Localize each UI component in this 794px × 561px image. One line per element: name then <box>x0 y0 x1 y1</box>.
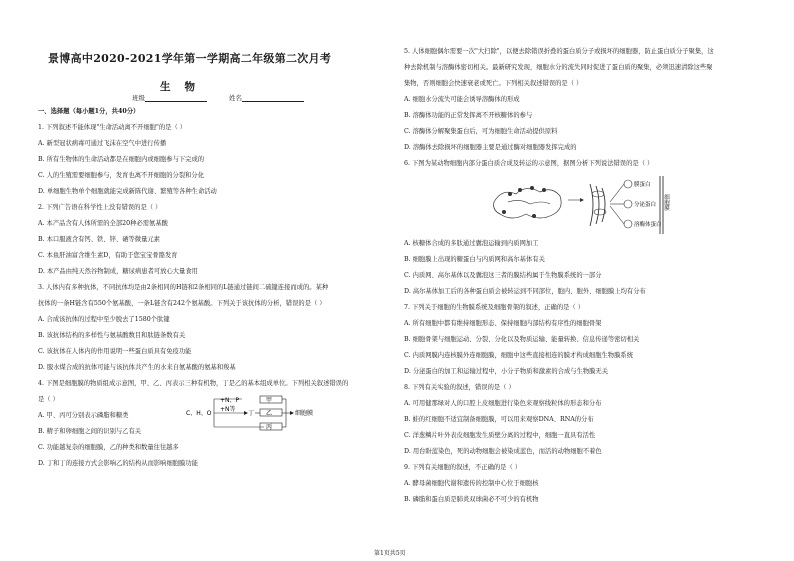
q6-protein-transport-diagram <box>490 172 680 238</box>
q4-ding: 丁 <box>248 410 255 417</box>
class-blank <box>145 94 207 102</box>
q4-stem-line1: 4. 下图是细胞膜的物质组成示意图，甲、乙、丙表示三种有机物，丁是乙的基本组成单位。下列相关叙述错误的 <box>38 380 349 387</box>
name-blank <box>242 94 304 102</box>
membrane-protein-label: 膜蛋白 <box>634 182 651 188</box>
q5-option-b: B. 溶酶体功能的正常发挥离不开核糖体的参与 <box>404 112 533 119</box>
q3-stem-line1: 3. 人体内有多种抗体，不同抗体均是由2条相同的H链和2条相同的L链通过链间二硫键连接而成的。某种 <box>38 284 329 291</box>
q4-yi: 乙 <box>266 410 273 417</box>
exam-title: 景博高中2020-2021学年第一学期高二年级第二次月考 <box>48 52 332 65</box>
q3-option-b: B. 该抗体结构的多样性与氨基酸数目和肽链条数有关 <box>38 332 186 339</box>
q7-option-a: A. 所有细胞中都有维持细胞形态、保持细胞内部结构有序性的细胞骨架 <box>404 320 602 327</box>
q3-option-a: A. 合成该抗体的过程中至少脱去了1580个肽键 <box>38 316 170 323</box>
secreted-protein-label: 分泌蛋白 <box>634 202 657 208</box>
q7-option-c: C. 内质网膜内连核膜外连细胞膜，细胞中这些直接相连的膜才构成细胞生物膜系统 <box>404 352 633 359</box>
name-label: 姓名 <box>229 94 242 102</box>
q6-option-a: A. 核糖体合成的多肽通过囊泡运输到内质网加工 <box>404 240 539 247</box>
q8-option-b: B. 蛙的红细胞不适宜制备细胞膜，可以用来观察DNA、RNA的分布 <box>404 416 594 423</box>
q7-option-b: B. 细胞骨架与细胞运动、分裂、分化以及物质运输、能量转换、信息传递等密切相关 <box>404 336 640 343</box>
q4-membrane-diagram <box>186 394 326 436</box>
q3-option-c: C. 该抗体在人体内的作用说明一些蛋白质具有免疫功能 <box>38 348 192 355</box>
q5-stem-line2: 种去除机制与溶酶体密切相关。最新研究发现，细胞水分的流失同时促进了蛋白质的聚集，必须迅速清除这些聚 <box>404 64 713 71</box>
q4-option-a: A. 甲、丙可分别表示磷脂和糖类 <box>38 412 129 419</box>
q4-elements-n: +N等 <box>220 406 236 413</box>
class-field <box>132 93 207 102</box>
q2-stem: 2. 下列广告语在科学性上没有错误的是（ ） <box>38 204 162 211</box>
q1-stem: 1. 下列叙述不能体现"生命活动离不开细胞"的是（ ） <box>38 124 187 131</box>
page-footer: 第1页共5页 <box>374 550 406 557</box>
class-label: 班级 <box>132 94 145 102</box>
q7-option-d: D. 分泌蛋白的加工和运输过程中，小分子物质和激素的合成与生物膜无关 <box>404 368 609 375</box>
subject-title: 生物 <box>160 81 209 93</box>
q4-stem-line2: 是（ ） <box>38 396 59 403</box>
q1-option-c: C. 人的生殖需要细胞参与，发育也离不开细胞的分裂和分化 <box>38 172 205 179</box>
cell-membrane-label: 细胞膜 <box>663 194 669 211</box>
q4-jia: 甲 <box>266 397 273 404</box>
q1-option-a: A. 新型冠状病毒可通过飞沫在空气中进行传播 <box>38 140 167 147</box>
lysosome-protein-label: 溶酶体蛋白 <box>634 222 662 228</box>
q9-option-b: B. 磷脂和蛋白质是肺炎双球菌必不可少的有机物 <box>404 496 539 503</box>
q2-option-c: C. 本鱼肝油富含维生素D，有助于您宝宝骨骼发育 <box>38 252 178 259</box>
q5-stem-line1: 5. 人体细胞偶尔需要一次"大扫除"，以便去除错误折叠的蛋白质分子或损坏的细胞器，防止蛋白质分子聚集，这 <box>404 48 714 55</box>
q2-option-b: B. 本口服液含有钙、铁、锌、硒等微量元素 <box>38 236 160 243</box>
q9-stem: 9. 下列有关细胞的叙述，不正确的是（ ） <box>404 464 522 471</box>
q4-membrane-label: 细胞膜 <box>295 410 314 417</box>
q2-option-d: D. 本产品由纯天然谷物制成，糖尿病患者可放心大量食用 <box>38 268 198 275</box>
q4-option-c: C. 功能越复杂的细胞膜，乙的种类和数量往往越多 <box>38 444 179 451</box>
q1-option-b: B. 所有生物体的生命活动都是在细胞内或细胞参与下完成的 <box>38 156 205 163</box>
q5-option-a: A. 细胞水分流失可能会诱导溶酶体的形成 <box>404 96 520 103</box>
q4-elements-np: +N、P <box>220 397 240 404</box>
q7-stem: 7. 下列关于细胞的生物膜系统及细胞骨架的叙述，正确的是（ ） <box>404 304 585 311</box>
q2-option-a: A. 本产品含有人体所需的全部20种必需氨基酸 <box>38 220 168 227</box>
q9-option-a: A. 酵母菌细胞代谢和遗传的控制中心位于细胞核 <box>404 480 539 487</box>
q8-option-c: C. 洋葱鳞片叶外表皮细胞发生质壁分离的过程中，细胞一直具有活性 <box>404 432 596 439</box>
q4-elements-cho: C、H、O <box>186 410 212 417</box>
q5-stem-line3: 集物，否则细胞会快速衰老或死亡。下列相关叙述错误的是（ ） <box>404 80 583 87</box>
q6-option-c: C. 内质网、高尔基体以及囊泡这三者的膜结构属于生物膜系统的一部分 <box>404 272 602 279</box>
q3-stem-line2: 抗体的一条H链含有550个氨基酸，一条L链含有242个氨基酸。下列关于该抗体的分析，错误的是（ ） <box>38 300 326 307</box>
q6-stem: 6. 下图为某动物细胞内部分蛋白质合成及转运的示意图，据图分析下列说法错误的是（ ） <box>404 160 654 167</box>
q8-stem: 8. 下列有关实验的叙述，错误的是（ ） <box>404 384 515 391</box>
q4-option-d: D. 丁和丁的连接方式会影响乙的结构从而影响细胞膜功能 <box>38 460 198 467</box>
q4-option-b: B. 精子和卵细胞之间的识别与乙有关 <box>38 428 142 435</box>
q1-option-d: D. 单细胞生物单个细胞就能完成新陈代谢、繁殖等各种生命活动 <box>38 188 217 195</box>
q5-option-c: C. 溶酶体分解聚集蛋白后，可为细胞生命活动提供原料 <box>404 128 558 135</box>
q3-option-d: D. 服水煤合成的抗体可能与该抗体共产生的水来自氨基酸的氨基和羧基 <box>38 364 236 371</box>
q6-option-b: B. 细胞膜上出现的糖蛋白与内质网和高尔基体有关 <box>404 256 545 263</box>
q4-bing: 丙 <box>266 424 273 431</box>
q6-option-d: D. 高尔基体加工后的各种蛋白质会被转运到不同部位，胞内、胞外、细胞膜上均有分布 <box>404 288 646 295</box>
section-heading: 一、选择题（每小题1分，共40分） <box>38 108 140 115</box>
q5-option-d: D. 溶酶体去除损坏的细胞器主要是通过酶对细胞器发挥完成的 <box>404 144 577 151</box>
name-field <box>229 93 304 102</box>
q8-option-d: D. 用台盼蓝染色，死的动物细胞会被染成蓝色，而活的动物细胞不着色 <box>404 448 602 455</box>
q8-option-a: A. 可用健那绿对人的口腔上皮细胞进行染色来观察线粒体的形态和分布 <box>404 400 602 407</box>
